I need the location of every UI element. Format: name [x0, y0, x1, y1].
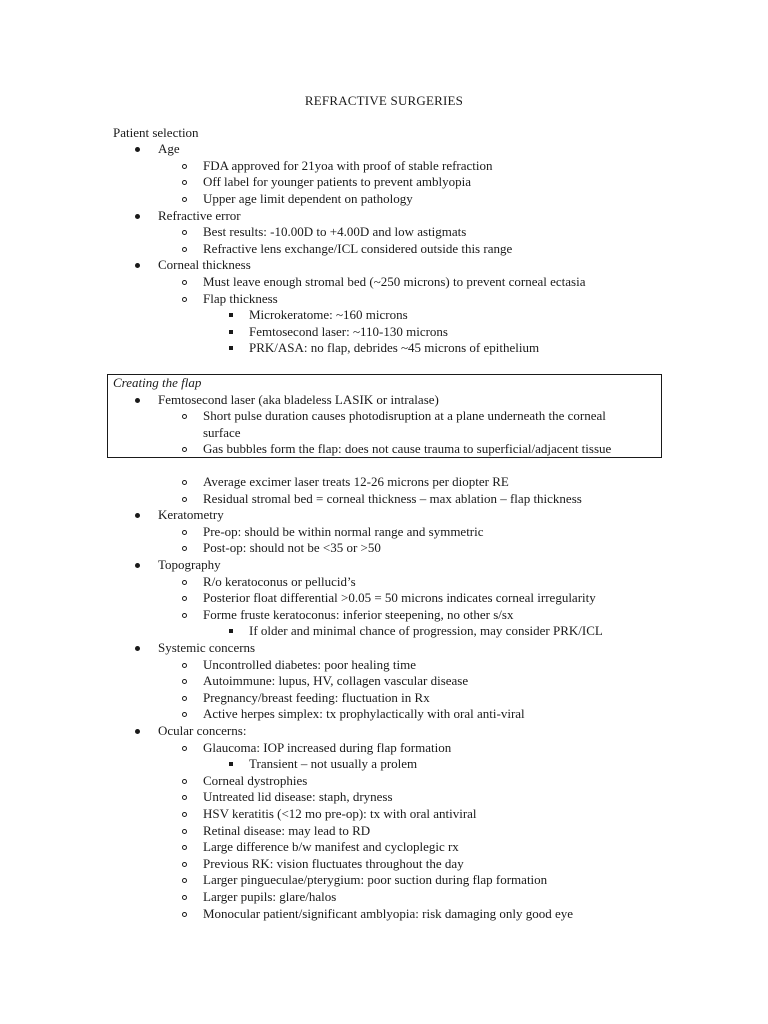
bullet-dot-icon	[135, 263, 140, 268]
list-item: Monocular patient/significant amblyopia: risk damaging only good eye	[203, 905, 574, 921]
bullet-dot-icon	[135, 513, 140, 518]
bullet-circle-icon	[182, 829, 187, 834]
bullet-circle-icon	[182, 247, 187, 252]
bullet-circle-icon	[182, 795, 187, 800]
bullet-circle-icon	[182, 663, 187, 668]
list-item: Forme fruste keratoconus: inferior steepening, no other s/sx	[203, 606, 514, 622]
bullet-square-icon	[229, 346, 233, 350]
list-item: Pre-op: should be within normal range and symmetric	[203, 523, 484, 539]
list-item: Gas bubbles form the flap: does not cause trauma to superficial/adjacent tissue	[203, 441, 612, 457]
bullet-square-icon	[229, 762, 233, 766]
page-title: REFRACTIVE SURGERIES	[304, 93, 464, 108]
list-item: Pregnancy/breast feeding: fluctuation in Rx	[203, 689, 430, 705]
bullet-circle-icon	[182, 696, 187, 701]
bullet-circle-icon	[182, 613, 187, 618]
list-item: If older and minimal chance of progression, may consider PRK/ICL	[249, 623, 603, 639]
bullet-dot-icon	[135, 729, 140, 734]
list-item: Large difference b/w manifest and cycloplegic rx	[203, 839, 459, 855]
bullet-circle-icon	[182, 546, 187, 551]
bullet-circle-icon	[182, 845, 187, 850]
bullet-circle-icon	[182, 895, 187, 900]
bullet-dot-icon	[135, 563, 140, 568]
bullet-dot-icon	[135, 646, 140, 651]
list-item: Retinal disease: may lead to RD	[203, 822, 371, 838]
list-item: Untreated lid disease: staph, dryness	[203, 789, 393, 805]
bullet-dot-icon	[135, 398, 140, 403]
bullet-circle-icon	[182, 480, 187, 485]
list-item: Age	[158, 141, 180, 157]
list-item: Microkeratome: ~160 microns	[249, 307, 408, 323]
bullet-circle-icon	[182, 779, 187, 784]
list-item: Refractive lens exchange/ICL considered outside this range	[203, 240, 513, 256]
list-item: Average excimer laser treats 12-26 microns per diopter RE	[203, 474, 509, 489]
bullet-square-icon	[229, 629, 233, 633]
list-item: Must leave enough stromal bed (~250 microns) to prevent corneal ectasia	[203, 273, 586, 289]
bullet-square-icon	[229, 313, 233, 317]
bullet-circle-icon	[182, 530, 187, 535]
list-item: Residual stromal bed = corneal thickness – max ablation – flap thickness	[203, 490, 582, 506]
bullet-dot-icon	[135, 147, 140, 152]
bullet-circle-icon	[182, 712, 187, 717]
list-item: Refractive error	[158, 207, 241, 223]
list-item: Off label for younger patients to prevent amblyopia	[203, 174, 471, 190]
list-item: Corneal thickness	[158, 257, 251, 273]
list-item: Larger pingueculae/pterygium: poor suction during flap formation	[203, 872, 548, 888]
bullet-circle-icon	[182, 912, 187, 917]
list-item: Glaucoma: IOP increased during flap formation	[203, 739, 452, 755]
bullet-circle-icon	[182, 180, 187, 185]
list-item: Keratometry	[158, 507, 224, 523]
list-item: Topography	[158, 557, 221, 572]
list-item: Short pulse duration causes photodisruption at a plane underneath the corneal	[203, 408, 606, 424]
bullet-circle-icon	[182, 878, 187, 883]
list-item: Transient – not usually a prolem	[249, 756, 418, 772]
list-item: Femtosecond laser (aka bladeless LASIK or intralase)	[158, 392, 439, 407]
list-item: Autoimmune: lupus, HV, collagen vascular disease	[203, 673, 469, 689]
list-item: PRK/ASA: no flap, debrides ~45 microns of epithelium	[249, 340, 540, 356]
bullet-circle-icon	[182, 497, 187, 502]
bullet-dot-icon	[135, 214, 140, 219]
bullet-circle-icon	[182, 280, 187, 285]
list-item: Previous RK: vision fluctuates throughout the day	[203, 855, 464, 871]
list-item: R/o keratoconus or pellucid’s	[203, 573, 356, 589]
bullet-circle-icon	[182, 812, 187, 817]
bullet-circle-icon	[182, 862, 187, 867]
list-item: Corneal dystrophies	[203, 772, 308, 788]
bullet-circle-icon	[182, 164, 187, 169]
list-item: surface	[203, 424, 241, 440]
list-item: Best results: -10.00D to +4.00D and low astigmats	[203, 224, 467, 240]
list-item: Post-op: should not be <35 or >50	[203, 540, 381, 556]
bullet-circle-icon	[182, 596, 187, 601]
bullet-circle-icon	[182, 230, 187, 235]
list-item: Upper age limit dependent on pathology	[203, 190, 413, 206]
list-item: Femtosecond laser: ~110-130 microns	[249, 323, 448, 339]
bullet-circle-icon	[182, 746, 187, 751]
list-item: Active herpes simplex: tx prophylactically with oral anti-viral	[203, 706, 525, 722]
list-item: FDA approved for 21yoa with proof of stable refraction	[203, 157, 493, 173]
list-item: Systemic concerns	[158, 640, 256, 655]
list-item: Flap thickness	[203, 290, 278, 306]
box-heading: Creating the flap	[113, 375, 202, 390]
list-item: Larger pupils: glare/halos	[203, 889, 337, 904]
bullet-square-icon	[229, 330, 233, 334]
bullet-circle-icon	[182, 297, 187, 302]
list-item: Patient selection	[113, 124, 199, 140]
list-item: Uncontrolled diabetes: poor healing time	[203, 656, 416, 672]
list-item: Ocular concerns:	[158, 723, 247, 738]
bullet-circle-icon	[182, 580, 187, 585]
bullet-circle-icon	[182, 679, 187, 684]
bullet-circle-icon	[182, 197, 187, 202]
list-item: Posterior float differential >0.05 = 50 microns indicates corneal irregularity	[203, 590, 596, 606]
list-item: HSV keratitis (<12 mo pre-op): tx with oral antiviral	[203, 806, 477, 821]
